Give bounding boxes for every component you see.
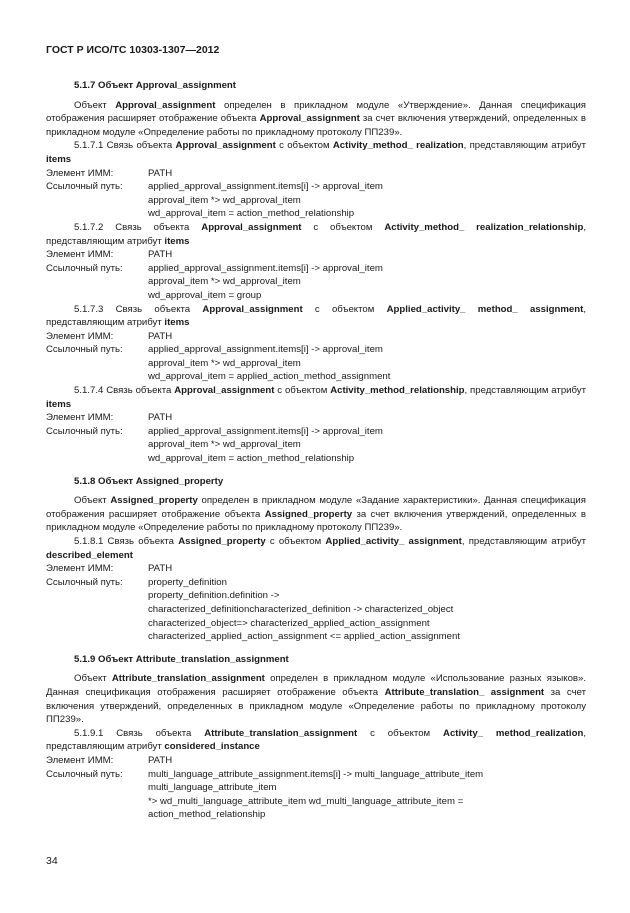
path-line: property_definition.definition -> [148,590,280,602]
path-line: approval_item *> wd_approval_item [148,357,301,369]
element-row: Элемент ИММ: PATH [46,249,173,261]
path-line: wd_approval_item = group [148,289,262,301]
path-line: approval_item *> wd_approval_item [148,276,301,288]
path-line: *> wd_multi_language_attribute_item wd_multi_language_attribute_item = [148,795,464,807]
section-heading-5-1-8: 5.1.8 Объект Assigned_property [74,475,224,487]
path-line: characterized_definitioncharacterized_definition -> characterized_object [148,603,454,615]
element-row: Элемент ИММ: PATH [46,563,173,575]
subsection-5-1-7-3: 5.1.7.3 Связь объекта Approval_assignment с объектом Applied_activity_ method_ assignment, представляющим атрибут items [46,303,586,329]
path-row: Ссылочный путь: property_definition [46,576,227,588]
section-intro-5-1-8: Объект Assigned_property определен в прикладном модуле «Задание характеристики». Данная спецификация отображения расширяет отображение объекта Assigned_property за счет включения утверждений, определенных в прикладном модуле «Определение работы по прикладному протоколу ПП239». [46,495,586,534]
subsection-5-1-7-1: 5.1.7.1 Связь объекта Approval_assignment с объектом Activity_method_ realization, представляющим атрибут items [46,140,586,165]
element-row: Элемент ИММ: PATH [46,754,173,766]
section-intro-5-1-9: Объект Attribute_translation_assignment определен в прикладном модуле «Использование разных языков». Данная спецификация отображения расширяет отображение объекта Attribute_translation_ assignment за счет включения утверждений, определенных в прикладном модуле «Определение работы по прикладному протоколу ПП239». [46,673,587,726]
path-row: Ссылочный путь: applied_approval_assignment.items[i] -> approval_item [46,425,383,437]
page-content [46,79,586,822]
section-intro-5-1-7: Объект Approval_assignment определен в прикладном модуле «Утверждение». Данная спецификация отображения расширяет отображение объекта Approval_assignment за счет включения утверждений, определенных в прикладном модуле «Определение работы по прикладному протоколу ПП239». [46,99,586,138]
path-line: approval_item *> wd_approval_item [148,194,301,206]
path-line: approval_item *> wd_approval_item [148,439,301,451]
subsection-5-1-7-2: 5.1.7.2 Связь объекта Approval_assignment с объектом Activity_method_ realization_relationship, представляющим атрибут items [46,221,586,247]
page-number: 34 [46,855,58,867]
element-row: Элемент ИММ: PATH [46,412,173,424]
path-line: wd_approval_item = action_method_relationship [148,208,355,220]
path-line: wd_approval_item = action_method_relationship [148,453,355,465]
path-line: characterized_object=> characterized_applied_action_assignment [148,617,430,629]
path-row: Ссылочный путь: applied_approval_assignment.items[i] -> approval_item [46,344,383,356]
subsection-5-1-8-1: 5.1.8.1 Связь объекта Assigned_property с объектом Applied_activity_ assignment, представляющим атрибут described_element [46,536,586,561]
section-heading-5-1-9: 5.1.9 Объект Attribute_translation_assignment [74,653,289,665]
path-line: wd_approval_item = applied_action_method_assignment [148,371,391,383]
subsection-5-1-9-1: 5.1.9.1 Связь объекта Attribute_translation_assignment с объектом Activity_ method_realization, представляющим атрибут considered_instance [46,727,586,753]
page-header: ГОСТ Р ИСО/ТС 10303-1307—2012 [46,44,220,56]
path-row: Ссылочный путь: applied_approval_assignment.items[i] -> approval_item [46,181,383,193]
subsection-5-1-7-4: 5.1.7.4 Связь объекта Approval_assignment с объектом Activity_method_relationship, представляющим атрибут items [46,385,586,410]
path-line: action_method_relationship [148,809,266,821]
path-row: Ссылочный путь: applied_approval_assignment.items[i] -> approval_item [46,262,383,274]
element-row: Элемент ИММ: PATH [46,330,173,342]
path-row: Ссылочный путь: multi_language_attribute_assignment.items[i] -> multi_language_attribute_item [46,768,484,780]
path-line: characterized_applied_action_assignment <= applied_action_assignment [148,631,461,643]
element-row: Элемент ИММ: PATH [46,167,173,179]
section-heading-5-1-7: 5.1.7 Объект Approval_assignment [74,80,236,91]
path-line: multi_language_attribute_item [148,782,277,794]
